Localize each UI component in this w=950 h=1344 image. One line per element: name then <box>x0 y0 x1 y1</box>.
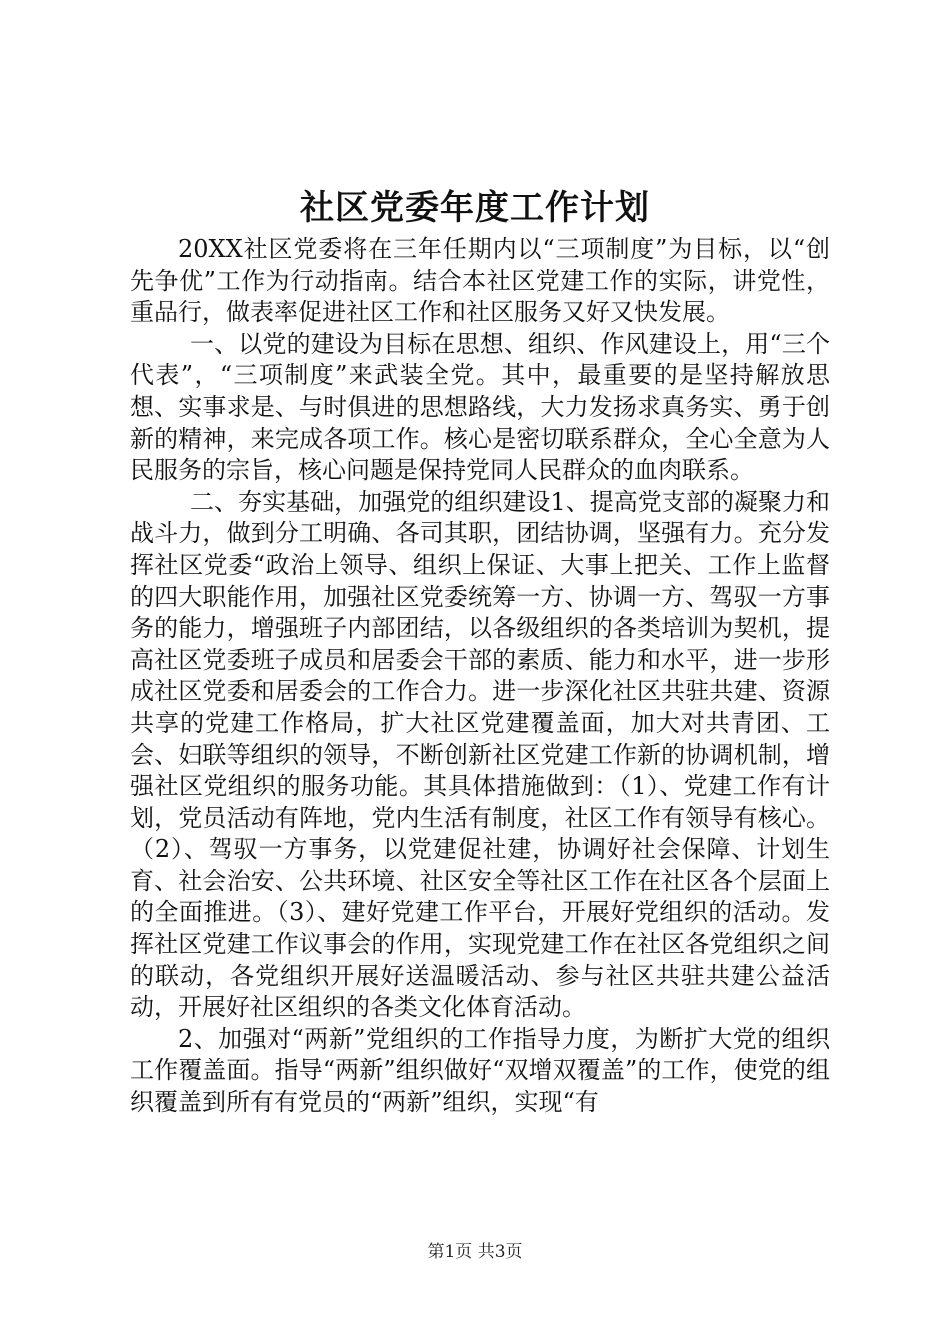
page-number-footer: 第1页 共3页 <box>427 1242 523 1262</box>
document-body <box>130 234 830 1119</box>
paragraph-section-one: 一、以党的建设为目标在思想、组织、作风建设上，用“三个代表”，“三项制度”来武装全党。其中，最重要的是坚持解放思想、实事求是、与时俱进的思想路线，大力发扬求真务实、勇于创新的精神，来完成各项工作。核心是密切联系群众，全心全意为人民服务的宗旨，核心问题是保持党同人民群众的血肉联系。 <box>130 329 830 485</box>
paragraph-section-two: 二、夯实基础，加强党的组织建设1、提高党支部的凝聚力和战斗力，做到分工明确、各司其职，团结协调，坚强有力。充分发挥社区党委“政治上领导、组织上保证、大事上把关、工作上监督的四大职能作用，加强社区党委统筹一方、协调一方、驾驭一方事务的能力，增强班子内部团结，以各级组织的各类培训为契机，提高社区党委班子成员和居委会干部的素质、能力和水平，进一步形成社区党委和居委会的工作合力。进一步深化社区共驻共建、资源共享的党建工作格局，扩大社区党建覆盖面，加大对共青团、工会、妇联等组织的领导，不断创新社区党建工作新的协调机制，增强社区党组织的服务功能。其具体措施做到：（1）、党建工作有计划，党员活动有阵地，党内生活有制度，社区工作有领导有核心。（2）、驾驭一方事务，以党建促社建，协调好社会保障、计划生育、社会治安、公共环境、社区安全等社区工作在社区各个层面上的全面推进。（3）、建好党建工作平台，开展好党组织的活动。发挥社区党建工作议事会的作用，实现党建工作在社区各党组织之间的联动，各党组织开展好送温暖活动、参与社区共驻共建公益活动，开展好社区组织的各类文化体育活动。 <box>130 487 830 1022</box>
paragraph-intro: 20XX社区党委将在三年任期内以“三项制度”为目标，以“创先争优”工作为行动指南。结合本社区党建工作的实际，讲党性，重品行，做表率促进社区工作和社区服务又好又快发展。 <box>130 235 830 327</box>
document-title: 社区党委年度工作计划 <box>300 188 650 228</box>
paragraph-item-two: 2、加强对“两新”党组织的工作指导力度，为断扩大党的组织工作覆盖面。指导“两新”组织做好“双增双覆盖”的工作，使党的组织覆盖到所有有党员的“两新”组织，实现“有 <box>130 1024 830 1117</box>
